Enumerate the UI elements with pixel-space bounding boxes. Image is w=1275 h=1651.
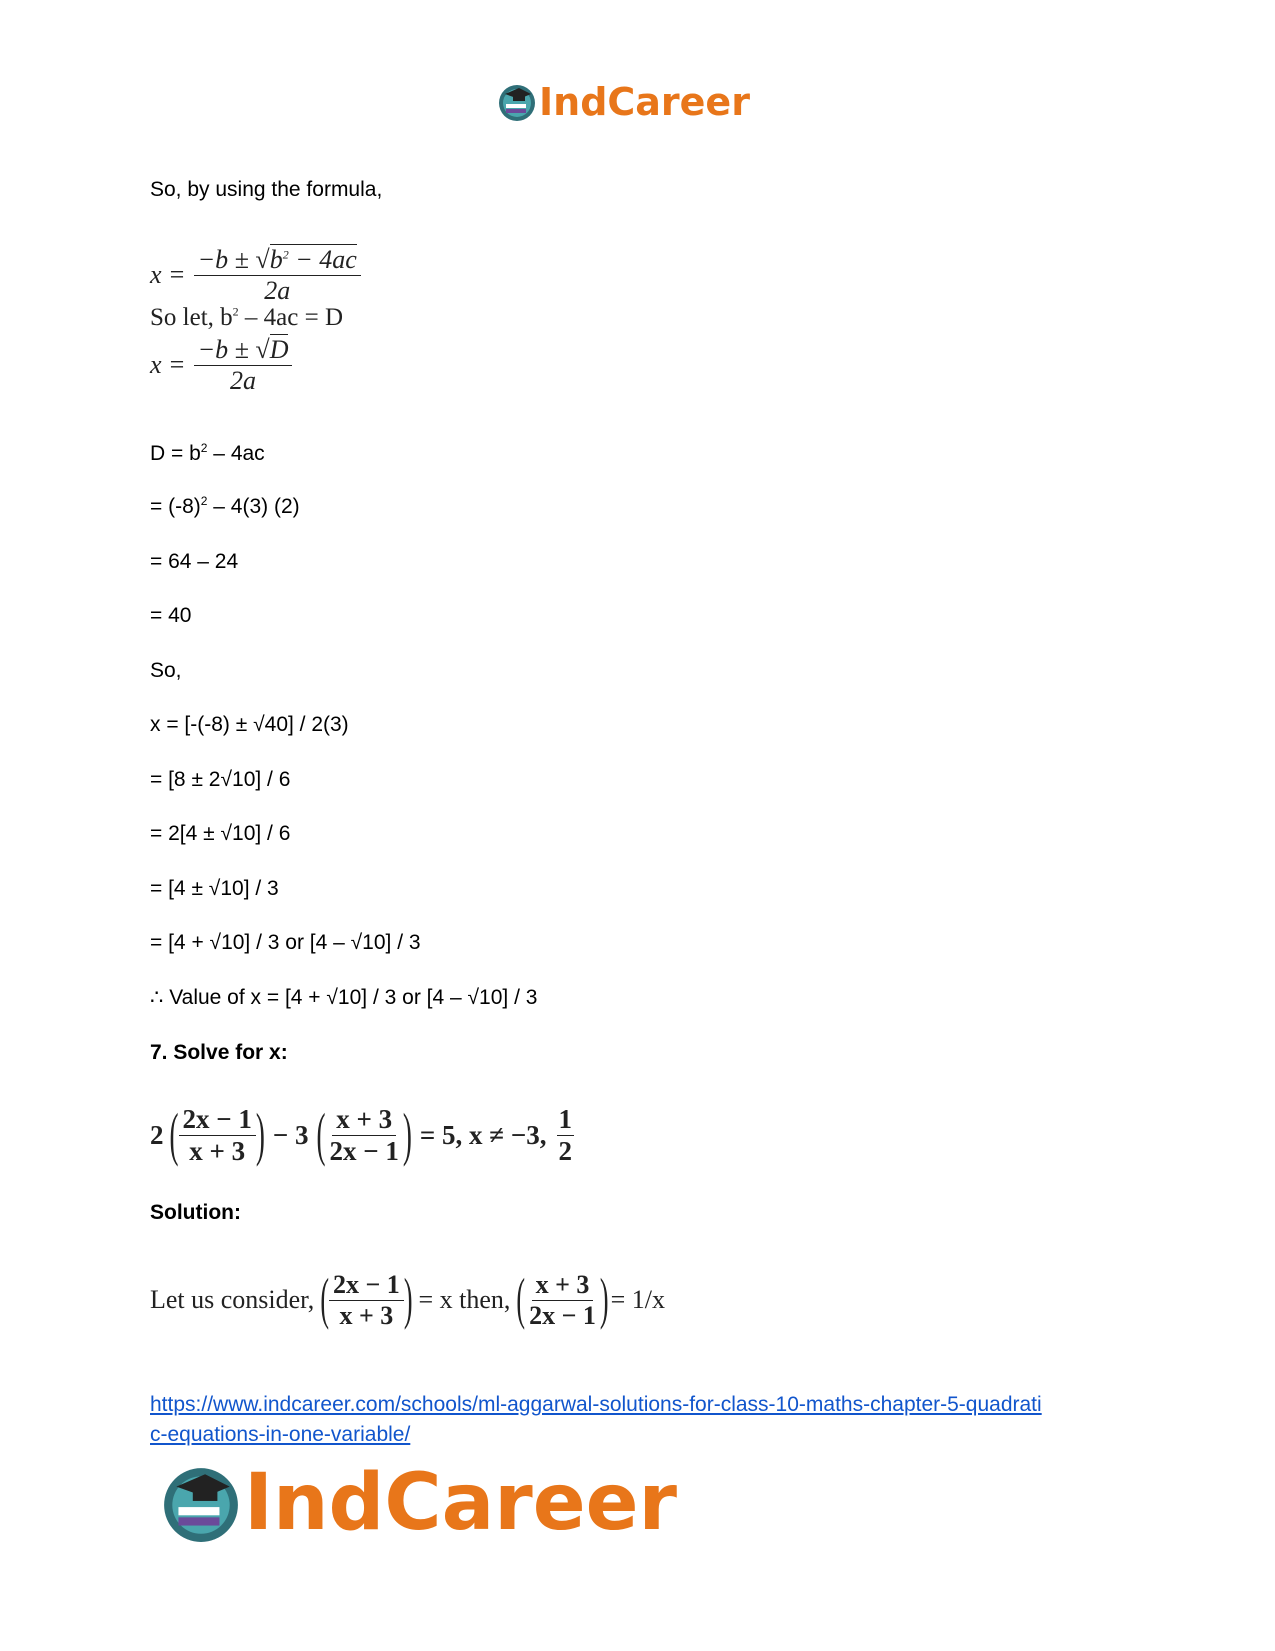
q-frac1-num: 2x − 1 bbox=[179, 1104, 256, 1136]
step-line: = [4 ± √10] / 3 bbox=[150, 877, 279, 900]
formula-num-rest: − 4ac bbox=[288, 244, 357, 274]
q-coef-1: 2 bbox=[150, 1119, 164, 1150]
header-logo bbox=[497, 80, 750, 124]
source-link-line2[interactable]: c-equations-in-one-variable/ bbox=[150, 1423, 411, 1446]
so-text: So, bbox=[150, 659, 182, 682]
step-line: = 64 – 24 bbox=[150, 550, 239, 573]
step-line: = [4 + √10] / 3 or [4 – √10] / 3 bbox=[150, 931, 421, 954]
sub1-a: = (-8) bbox=[150, 495, 201, 518]
let-d-line bbox=[150, 304, 361, 332]
q-frac3-num: 1 bbox=[558, 1103, 573, 1134]
q-frac1-den: x + 3 bbox=[189, 1135, 246, 1166]
d-def-exp: 2 bbox=[200, 441, 208, 455]
sub1-exp: 2 bbox=[200, 494, 208, 508]
solution-label: Solution: bbox=[150, 1201, 241, 1224]
formula-den: 2a bbox=[264, 275, 291, 305]
step-line: = 40 bbox=[150, 604, 192, 627]
formula-num-part: −b ± bbox=[197, 244, 256, 274]
d-definition bbox=[150, 441, 265, 467]
substitution-line bbox=[150, 494, 300, 520]
d-def-b: – 4ac bbox=[207, 442, 265, 465]
source-link[interactable] bbox=[150, 1390, 1150, 1450]
q-minus: − 3 bbox=[272, 1119, 309, 1150]
formula-radicand: b bbox=[269, 244, 283, 274]
consider-post: = 1/x bbox=[610, 1285, 665, 1314]
consider-equation: Let us consider, ( $\frac{2x - 1}{x + 3}$ ) = x then, ( $\frac{x + 3}{2x - 1}$ ) = 1/x bbox=[150, 1267, 665, 1331]
question-equation: 2 ( $\frac{2x - 1}{x + 3}$ ) − 3 ( $\frac{x + 3}{2x - 1}$ ) = 5, x ≠ −3, $\frac{1}{2}$ bbox=[150, 1090, 576, 1180]
c-frac2-num: x + 3 bbox=[532, 1270, 594, 1301]
let-b: – 4ac = D bbox=[238, 304, 344, 331]
let-exp: 2 bbox=[232, 304, 239, 319]
footer-logo-text: IndCareer bbox=[244, 1458, 677, 1548]
source-link-line1[interactable]: https://www.indcareer.com/schools/ml-aggarwal-solutions-for-class-10-maths-chapter-5-quadrati bbox=[150, 1393, 1042, 1416]
header-logo-text: IndCareer bbox=[539, 80, 750, 124]
consider-mid: = x then, bbox=[418, 1285, 511, 1314]
result-line: ∴ Value of x = [4 + √10] / 3 or [4 – √10] / 3 bbox=[150, 986, 538, 1009]
c-frac1-num: 2x − 1 bbox=[329, 1270, 404, 1301]
c-frac2-den: 2x − 1 bbox=[529, 1300, 596, 1330]
q-frac2-den: 2x − 1 bbox=[329, 1135, 399, 1166]
formula-exp: 2 bbox=[282, 246, 289, 261]
q-frac2-num: x + 3 bbox=[332, 1104, 396, 1136]
step-line: = [8 ± 2√10] / 6 bbox=[150, 768, 291, 791]
formula2-radicand: D bbox=[269, 334, 289, 364]
formula-lhs: x = bbox=[150, 260, 186, 289]
formula2-lhs: x = bbox=[150, 350, 186, 379]
let-a: So let, b bbox=[150, 304, 233, 331]
graduation-book-icon bbox=[160, 1462, 242, 1544]
formula2-num: −b ± bbox=[197, 334, 256, 364]
q-rhs: = 5, x ≠ −3, bbox=[419, 1119, 547, 1150]
formula2-den: 2a bbox=[230, 365, 257, 395]
graduation-book-icon bbox=[497, 82, 537, 122]
quadratic-formula: x = $\frac{-b \pm √b^2 - 4ac}{2a}$ So let, $b^2 - 4ac = D$ x = $\frac{-b \pm √D}{2a}$ bbox=[150, 240, 361, 398]
footer-logo bbox=[160, 1458, 677, 1548]
consider-pre: Let us consider, bbox=[150, 1285, 315, 1314]
sub1-b: – 4(3) (2) bbox=[207, 495, 300, 518]
c-frac1-den: x + 3 bbox=[339, 1300, 394, 1330]
q-frac3-den: 2 bbox=[558, 1135, 573, 1166]
step-line: = 2[4 ± √10] / 6 bbox=[150, 822, 291, 845]
step-line: x = [-(-8) ± √40] / 2(3) bbox=[150, 713, 349, 736]
question-heading: 7. Solve for x: bbox=[150, 1041, 288, 1064]
d-def-a: D = b bbox=[150, 442, 201, 465]
intro-text: So, by using the formula, bbox=[150, 178, 383, 201]
